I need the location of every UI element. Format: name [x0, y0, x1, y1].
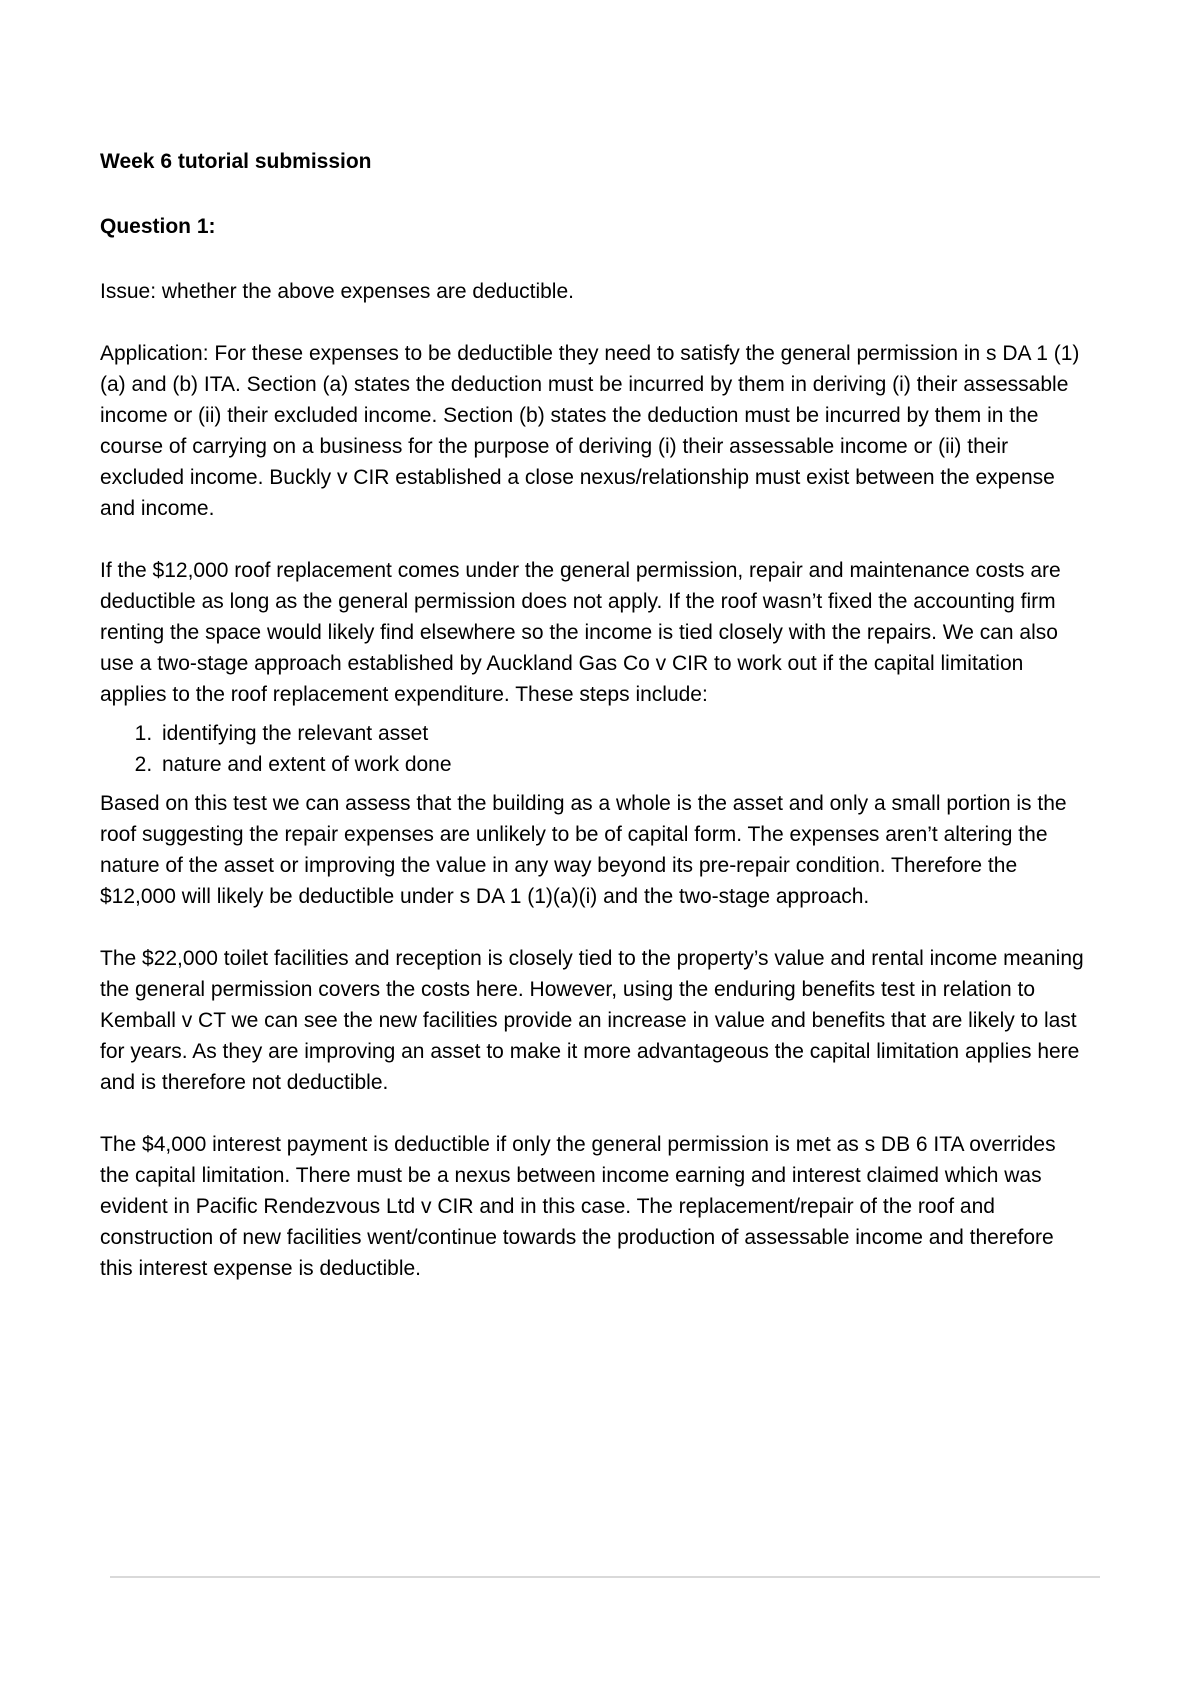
- list-item: 2. nature and extent of work done: [158, 749, 1090, 780]
- footer-divider: [110, 1576, 1100, 1578]
- issue-paragraph: Issue: whether the above expenses are deductible.: [100, 280, 574, 303]
- application-paragraph: Application: For these expenses to be deductible they need to satisfy the general permission in s DA 1 (1)(a) and (b) ITA. Section (a) states the deduction must be incurred by them in deriving (i) their assessable income or (ii) their excluded income. Section (b) states the deduction must be incurred by them in the course of carrying on a business for the purpose of deriving (i) their assessable income or (ii) their excluded income. Buckly v CIR established a close nexus/relationship must exist between the expense and income.: [100, 342, 1080, 520]
- document-body: [100, 146, 1090, 1315]
- roof-paragraph: If the $12,000 roof replacement comes under the general permission, repair and maintenance costs are deductible as long as the general permission does not apply. If the roof wasn’t fixed the accounting firm renting the space would likely find elsewhere so the income is tied closely with the repairs. We can also use a two-stage approach established by Auckland Gas Co v CIR to work out if the capital limitation applies to the roof replacement expenditure. These steps include:: [100, 559, 1061, 706]
- question-heading: Question 1:: [100, 215, 216, 238]
- steps-list: [100, 718, 1090, 780]
- list-item: 1. identifying the relevant asset: [158, 718, 1090, 749]
- interest-paragraph: The $4,000 interest payment is deductible if only the general permission is met as s DB 6 ITA overrides the capital limitation. There must be a nexus between income earning and interest claimed which was evident in Pacific Rendezvous Ltd v CIR and in this case. The replacement/repair of the roof and construction of new facilities went/continue towards the production of assessable income and therefore this interest expense is deductible.: [100, 1133, 1056, 1280]
- assessment-paragraph: Based on this test we can assess that the building as a whole is the asset and only a small portion is the roof suggesting the repair expenses are unlikely to be of capital form. The expenses aren’t altering the nature of the asset or improving the value in any way beyond its pre-repair condition. Therefore the $12,000 will likely be deductible under s DA 1 (1)(a)(i) and the two-stage approach.: [100, 792, 1067, 908]
- document-title: Week 6 tutorial submission: [100, 150, 372, 173]
- toilet-paragraph: The $22,000 toilet facilities and reception is closely tied to the property’s value and rental income meaning the general permission covers the costs here. However, using the enduring benefits test in relation to Kemball v CT we can see the new facilities provide an increase in value and benefits that are likely to last for years. As they are improving an asset to make it more advantageous the capital limitation applies here and is therefore not deductible.: [100, 947, 1084, 1094]
